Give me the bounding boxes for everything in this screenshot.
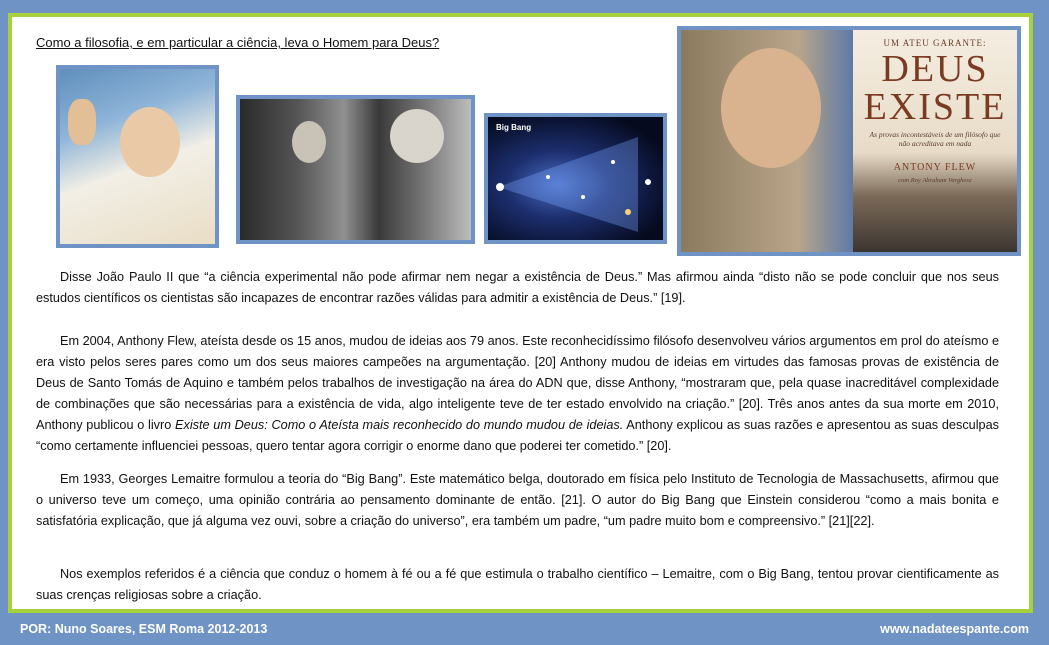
book-author: ANTONY FLEW	[893, 162, 977, 173]
lemaitre-einstein-photo	[236, 95, 475, 244]
big-bang-cone-icon	[488, 117, 663, 240]
content-frame	[8, 13, 1033, 613]
page-title: Como a filosofia, e em particular a ciência, leva o Homem para Deus?	[36, 35, 440, 50]
paragraph-4	[36, 564, 999, 606]
paragraph-2	[36, 331, 999, 457]
book-subtitle: As provas incontestáveis de um filósofo que não acreditava em nada	[869, 130, 1001, 148]
author-credit: POR: Nuno Soares, ESM Roma 2012-2013	[20, 622, 268, 636]
paragraph-4-text: Nos exemplos referidos é a ciência que conduz o homem à fé ou a fé que estimula o trabalho científico – Lemaitre, com o Big Bang, tentou provar cientificamente as suas crenças religiosas sobre a criação.	[36, 567, 999, 602]
paragraph-3	[36, 469, 999, 532]
website-link[interactable]: www.nadateespante.com	[880, 622, 1029, 636]
pope-photo	[56, 65, 219, 248]
book-main-title: DEUS EXISTE	[863, 48, 1007, 128]
big-bang-label: Big Bang	[496, 123, 532, 132]
paragraph-2-text-end: Anthony explicou as suas razões e apresentou as suas desculpas “como certamente influenciei pessoas, quero tentar agora corrigir o enorme dano que poderei ter cometido.” [20].	[36, 418, 999, 453]
paragraph-1-text: Disse João Paulo II que “a ciência experimental não pode afirmar nem negar a existência de Deus.” Mas afirmou ainda “disto não se pode concluir que nos seus estudos científicos os cientistas são incapazes de encontrar razões válidas para admitir a existência de Deus.” [19].	[36, 270, 999, 305]
book-coauthor: com Roy Abraham Varghese	[898, 177, 972, 184]
big-bang-illustration	[484, 113, 667, 244]
book-top-line: UM ATEU GARANTE:	[883, 38, 987, 48]
book-cover	[853, 30, 1017, 252]
paragraph-1	[36, 267, 999, 309]
antony-flew-book-photo	[677, 26, 1021, 256]
paragraph-3-text: Em 1933, Georges Lemaitre formulou a teoria do “Big Bang”. Este matemático belga, doutorado em física pelo Instituto de Tecnologia de Massachusetts, afirmou que o universo teve um começo, uma opinião contrária ao pensamento dominante de então. [21]. O autor do Big Bang que Einstein considerou “como a mais bonita e satisfatória explicação, que já alguma vez ouvi, sobre a criação do universo”, era também um padre, “um padre muito bom e compreensivo.” [21][22].	[36, 472, 999, 528]
paragraph-2-text: Em 2004, Anthony Flew, ateísta desde os 15 anos, mudou de ideias aos 79 anos. Este reconhecidíssimo filósofo desenvolveu vários argumentos em prol do ateísmo e era visto pelos seres pares como um dos seus maiores campeões na argumentação. [20] Anthony mudou de ideias em virtudes das famosas provas de existência de Deus de Santo Tomás de Aquino e também pelos trabalhos de investigação na área do ADN que, disse Anthony, “mostraram que, pela quase inacreditável complexidade de combinações que são necessárias para a existência de vida, algo inteligente teve de ter estado envolvido na criação.” [20]. Três anos antes da sua morte em 2010, Anthony publicou o livro	[36, 334, 999, 432]
book-title-italic: Existe um Deus: Como o Ateísta mais reconhecido do mundo mudou de ideias.	[175, 418, 624, 432]
